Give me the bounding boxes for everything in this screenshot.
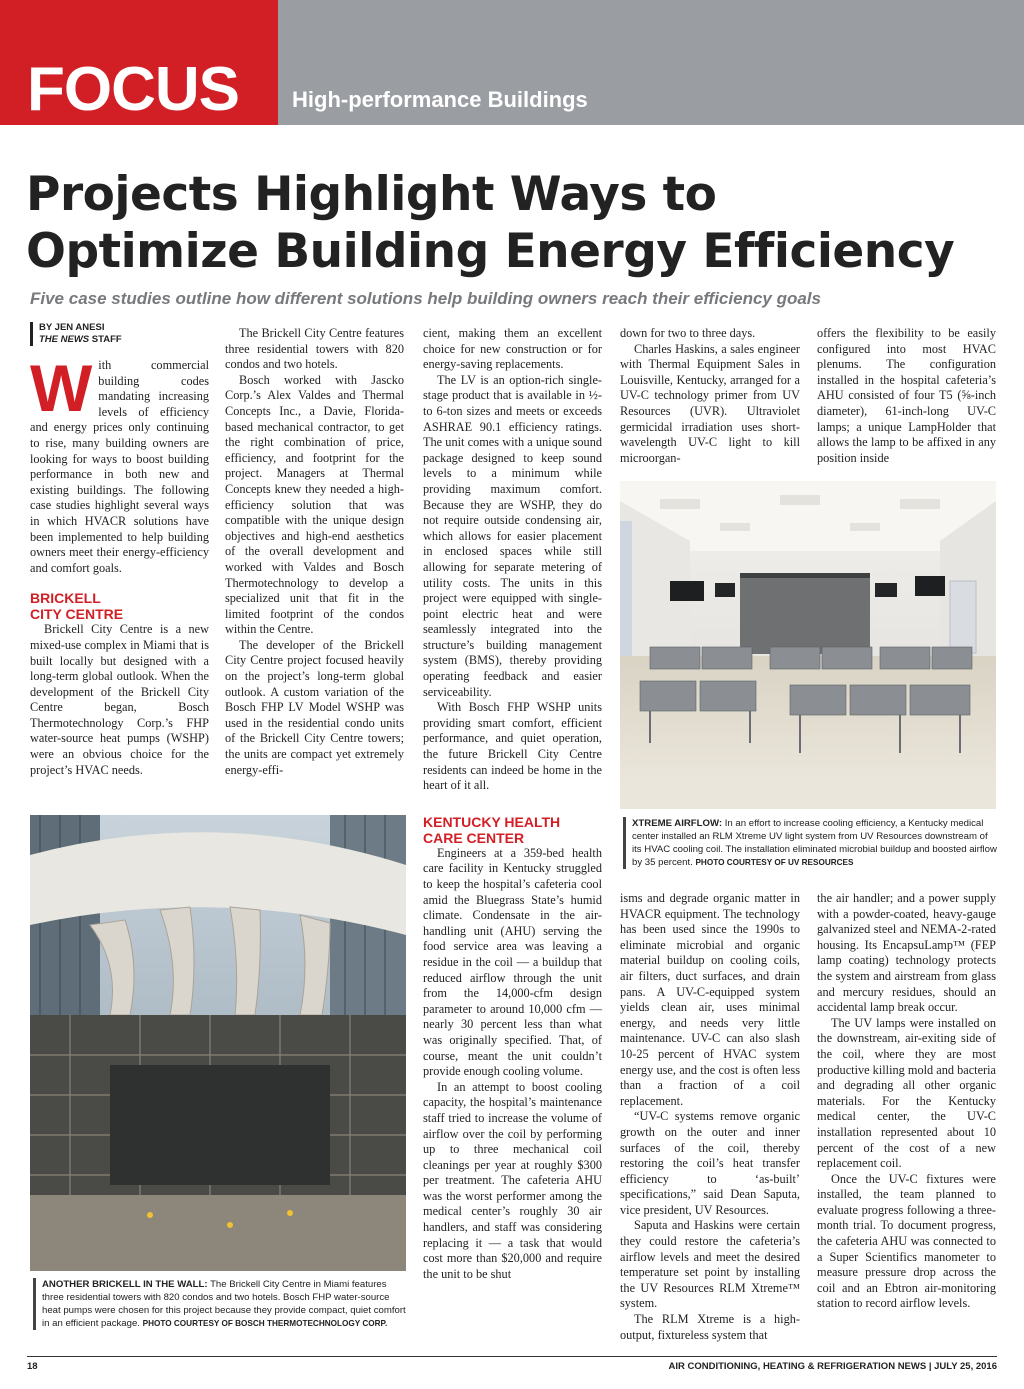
column-4-top [620, 326, 800, 466]
photo-credit: PHOTO COURTESY OF BOSCH THERMOTECHNOLOGY CORP. [142, 1319, 388, 1328]
photo-credit: PHOTO COURTESY OF UV RESOURCES [695, 858, 854, 867]
byline-publication: THE NEWS [39, 334, 90, 345]
paragraph: Once the UV-C fixtures were installed, the team planned to evaluate progress following a three-month trial. To document progress, the cafeteria AHU was connected to a Super Scientifics manometer to measure pressure drop across the coil and an Ebtron air-monitoring station to record airflow levels. [817, 1171, 996, 1311]
paragraph: down for two to three days. [620, 326, 756, 340]
publication-name: AIR CONDITIONING, HEATING & REFRIGERATION NEWS [668, 1361, 927, 1372]
drop-cap: W [30, 351, 93, 425]
cafeteria-photo [620, 481, 996, 809]
paragraph [30, 351, 209, 576]
paragraph: Brickell City Centre is a new mixed-use complex in Miami that is built locally but designed with a long-term global outlook. When the development of the Brickell City Centre began, Bosch Thermotechnology Corp.’s FHP water-source heat pumps (WSHP) were an obvious choice for the project’s HVAC needs. [30, 622, 209, 777]
paragraph: “UV-C systems remove organic growth on the outer and inner surfaces of the coil, thereby restoring the coil’s heat transfer efficiency to ‘as-built’ specifications,” said Dean Saputa, vice president, UV Resources. [620, 1109, 800, 1217]
column-1 [30, 351, 209, 778]
page-number: 18 [27, 1361, 38, 1372]
brickell-photo [30, 815, 406, 1271]
article-deck: Five case studies outline how different solutions help building owners reach their efficiency goals [30, 289, 821, 308]
column-3 [423, 326, 602, 1282]
paragraph: isms and degrade organic matter in HVACR equipment. The technology has been used since the 1990s to eliminate microbial and organic material buildup on cooling coils, air filters, duct surfaces, and drain pans. A UV-C-equipped system yields clean air, uses minimal energy, and needs very little maintenance. UV-C can also slash 10-25 percent of HVAC system energy use, and the cost is often less than a fraction of a coil replacement. [620, 891, 800, 1108]
subhead-kentucky [423, 814, 602, 846]
paragraph: The developer of the Brickell City Centre project focused heavily on the project’s long-term global outlook. A custom variation of the Bosch FHP LV Model WSHP was used in the residential condo units of the Brickell City Centre towers; the units are compact yet extremely energy-effi- [225, 637, 404, 777]
section-banner [0, 0, 1024, 125]
banner-section-title: High-performance Buildings [292, 87, 588, 112]
paragraph: In an attempt to boost cooling capacity, the hospital’s maintenance staff tried to increase the volume of airflow over the coil by performing up to three mechanical coil cleanings per year at roughly $300 per treatment. The cafeteria AHU was the worst performer among the medical center’s roughly 30 air handlers, and staff was considering replacing it — a task that would cost more than $20,000 and require the unit to be shut [423, 1079, 602, 1281]
brickell-illustration [30, 815, 406, 1271]
paragraph: Engineers at a 359-bed health care facility in Kentucky struggled to keep the hospital’s cafeteria cool amid the Bluegrass State’s humid climate. Condensate in the air-handling unit (AHU) serving the food service area was leaving a residue in the coil — a buildup that reduced airflow through the unit from the 14,000-cfm design parameter to around 10,000 cfm — nearly 30 percent less than what was originally specified. That, of course, meant the unit couldn’t provide enough cooling volume. [423, 845, 602, 1079]
paragraph: the air handler; and a power supply with a powder-coated, heavy-gauge galvanized steel and NEMA-2-rated housing. Its EncapsuLamp™ (FEP lamp coating) technology protects the system and airstream from glass and mercury residues, should an accidental lamp break occur. [817, 891, 996, 1015]
subhead-line-2: CARE CENTER [423, 829, 525, 846]
paragraph: cient, making them an excellent choice for new construction or for energy-saving replacements. [423, 326, 602, 372]
paragraph: The LV is an option-rich single-stage product that is available in ½- to 6-ton sizes and meets or exceeds ASHRAE 90.1 efficiency ratings. The unit comes with a unique sound package designed to keep sound levels to a minimum while providing maximum comfort. Because they are WSHP, they do not require outside condensing air, which allows for easier placement in enclosed spaces while still allowing for separate metering of utility costs. The units in this project were equipped with single-point electric heat and were seamlessly integrated into the structure’s building management system (BMS), thereby providing operating feedback and easier serviceability. [423, 372, 602, 699]
cafeteria-illustration [620, 481, 996, 809]
subhead-line-2: CITY CENTRE [30, 606, 124, 623]
paragraph: Saputa and Haskins were certain they could restore the cafeteria’s airflow levels and meet the desired temperature set point by installing the UV Resources RLM Xtreme™ system. [620, 1218, 800, 1311]
column-5-top [817, 326, 996, 466]
byline-staff [39, 334, 122, 346]
footer-rule [27, 1356, 997, 1357]
byline [30, 322, 122, 346]
column-2 [225, 326, 404, 778]
headline-line-1: Projects Highlight Ways to [26, 167, 717, 222]
paragraph: Charles Haskins, a sales engineer with Thermal Equipment Sales in Louisville, Kentucky, arranged for a UV-C technology primer from UV Resources (UVR). Ultraviolet germicidal irradiation uses short-wavelength UV-C light to kill microorgan- [620, 341, 800, 465]
paragraph: offers the flexibility to be easily configured into most HVAC plenums. The configuration installed in the hospital cafeteria’s AHU consisted of four T5 (⅝-inch diameter), 61-inch-long UV-C lamps; a unique LampHolder that allows the lamp to be affixed in any position inside [817, 326, 996, 465]
paragraph: With Bosch FHP WSHP units providing smart comfort, efficient performance, and quiet operation, the future Brickell City Centre residents can indeed be home in the heart of it all. [423, 700, 602, 793]
caption-brickell [33, 1278, 408, 1330]
column-5-bottom [817, 891, 996, 1312]
caption-text: The Brickell City Centre in Miami features three residential towers with 820 condos and two hotels. Bosch FHP water-source heat pumps were chosen for this project because they provide compact, quiet comfort in an efficient package. [42, 1279, 406, 1329]
byline-staff-label: STAFF [89, 334, 122, 345]
banner-focus-label: FOCUS [27, 55, 239, 124]
caption-lead: XTREME AIRFLOW: [632, 818, 723, 829]
subhead-line-1: KENTUCKY HEALTH [423, 813, 561, 830]
caption-cafeteria [623, 817, 998, 869]
issue-date: | JULY 25, 2016 [926, 1361, 997, 1372]
caption-lead: ANOTHER BRICKELL IN THE WALL: [42, 1279, 208, 1290]
headline-line-2: Optimize Building Energy Efficiency [26, 224, 955, 279]
column-4-bottom [620, 891, 800, 1343]
byline-author: BY JEN ANESI [39, 322, 105, 333]
paragraph-text: ith commercial building codes mandating increasing levels of efficiency and energy prices only continuing to rise, many building owners are looking for ways to boost building performance in both new and existing buildings. The following case studies highlight several ways in which HVACR solutions have been implemented to help building owners meet their energy-efficiency and comfort goals. [30, 358, 209, 575]
subhead-brickell [30, 590, 209, 622]
paragraph: The UV lamps were installed on the downstream, air-exiting side of the coil, where they are most productive killing mold and bacteria and degrading all other organic materials. For the Kentucky medical center, the UV-C installation represented about 10 percent of the cost of a new replacement coil. [817, 1015, 996, 1171]
caption-text: In an effort to increase cooling efficiency, a Kentucky medical center installed an RLM Xtreme UV light system from UV Resources downstream of its HVAC cooling coil. The installation eliminated microbial buildup and boosted airflow by 35 percent. [632, 818, 997, 868]
article-headline [26, 166, 1006, 280]
paragraph: The Brickell City Centre features three residential towers with 820 condos and two hotels. [225, 326, 404, 372]
subhead-line-1: BRICKELL [30, 590, 101, 607]
paragraph: The RLM Xtreme is a high-output, fixtureless system that [620, 1312, 800, 1342]
footer-publication [668, 1361, 997, 1372]
paragraph: Bosch worked with Jascko Corp.’s Alex Valdes and Thermal Concepts Inc., a Davie, Florida-based mechanical contractor, to get the right combination of price, efficiency, and footprint for the project. Managers at Thermal Concepts knew they needed a high-efficiency solution that was compatible with the unique design objectives and high-end aesthetics of the overall development and worked with Valdes and Bosch Thermotechnology to develop a specialized unit that fit in the limited footprint of the condos within the Centre. [225, 372, 404, 637]
